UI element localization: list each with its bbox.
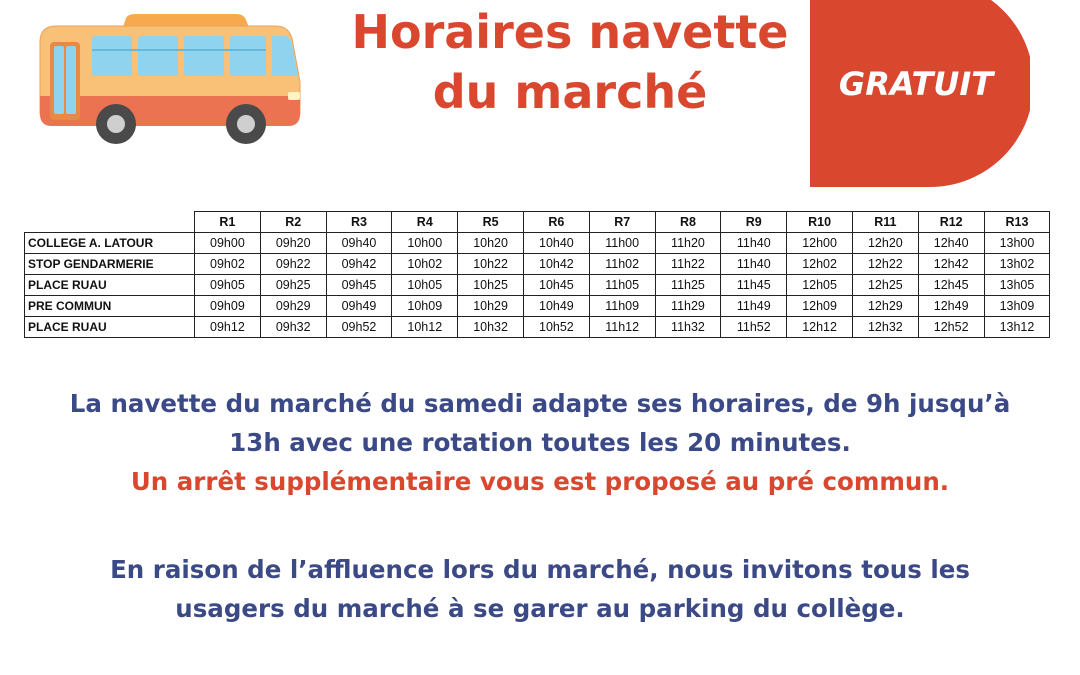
- departure-time: 11h20: [655, 233, 721, 254]
- departure-time: 09h05: [195, 275, 261, 296]
- departure-time: 10h25: [458, 275, 524, 296]
- departure-time: 09h25: [260, 275, 326, 296]
- departure-time: 11h29: [655, 296, 721, 317]
- departure-time: 11h12: [589, 317, 655, 338]
- departure-time: 12h05: [787, 275, 853, 296]
- departure-time: 11h45: [721, 275, 787, 296]
- departure-time: 11h00: [589, 233, 655, 254]
- departure-time: 10h52: [523, 317, 589, 338]
- departure-time: 12h12: [787, 317, 853, 338]
- table-row: [25, 275, 1050, 296]
- speech-bubble-icon: [810, 0, 1030, 190]
- departure-time: 11h25: [655, 275, 721, 296]
- column-header-r10: R10: [787, 212, 853, 233]
- column-header-r1: R1: [195, 212, 261, 233]
- departure-time: 10h32: [458, 317, 524, 338]
- info-paragraph-1: [0, 384, 1080, 501]
- departure-time: 09h22: [260, 254, 326, 275]
- departure-time: 10h00: [392, 233, 458, 254]
- table-row: [25, 317, 1050, 338]
- column-header-r13: R13: [984, 212, 1050, 233]
- departure-time: 09h29: [260, 296, 326, 317]
- departure-time: 11h02: [589, 254, 655, 275]
- departure-time: 09h32: [260, 317, 326, 338]
- page-title: [300, 2, 840, 122]
- departure-time: 12h32: [852, 317, 918, 338]
- stop-name: PLACE RUAU: [25, 317, 195, 338]
- stop-name: PLACE RUAU: [25, 275, 195, 296]
- schedule-table: [24, 211, 1050, 338]
- info-line-2: 13h avec une rotation toutes les 20 minutes.: [229, 428, 851, 457]
- table-body: [25, 233, 1050, 338]
- column-header-r11: R11: [852, 212, 918, 233]
- departure-time: 09h02: [195, 254, 261, 275]
- bus-icon: [36, 12, 304, 146]
- departure-time: 12h25: [852, 275, 918, 296]
- info-line-1: La navette du marché du samedi adapte ses horaires, de 9h jusqu’à: [69, 389, 1011, 418]
- departure-time: 12h40: [918, 233, 984, 254]
- departure-time: 12h00: [787, 233, 853, 254]
- table-row: [25, 296, 1050, 317]
- departure-time: 13h05: [984, 275, 1050, 296]
- title-line-1: Horaires navette: [351, 5, 789, 59]
- departure-time: 11h32: [655, 317, 721, 338]
- departure-time: 09h12: [195, 317, 261, 338]
- departure-time: 13h12: [984, 317, 1050, 338]
- title-line-2: du marché: [432, 65, 708, 119]
- departure-time: 10h02: [392, 254, 458, 275]
- departure-time: 09h42: [326, 254, 392, 275]
- info-line-4: En raison de l’affluence lors du marché, nous invitons tous les: [110, 555, 970, 584]
- departure-time: 11h52: [721, 317, 787, 338]
- departure-time: 11h09: [589, 296, 655, 317]
- departure-time: 10h22: [458, 254, 524, 275]
- departure-time: 13h00: [984, 233, 1050, 254]
- departure-time: 10h42: [523, 254, 589, 275]
- departure-time: 11h40: [721, 233, 787, 254]
- departure-time: 10h20: [458, 233, 524, 254]
- departure-time: 10h09: [392, 296, 458, 317]
- free-badge-label: GRATUIT: [838, 65, 994, 103]
- table-row: [25, 254, 1050, 275]
- table-row: [25, 233, 1050, 254]
- departure-time: 10h05: [392, 275, 458, 296]
- departure-time: 10h45: [523, 275, 589, 296]
- departure-time: 12h29: [852, 296, 918, 317]
- departure-time: 09h52: [326, 317, 392, 338]
- departure-time: 09h20: [260, 233, 326, 254]
- departure-time: 09h49: [326, 296, 392, 317]
- table-header-row: [25, 212, 1050, 233]
- departure-time: 12h20: [852, 233, 918, 254]
- departure-time: 12h42: [918, 254, 984, 275]
- departure-time: 10h49: [523, 296, 589, 317]
- column-header-r7: R7: [589, 212, 655, 233]
- column-header-r6: R6: [523, 212, 589, 233]
- schedule-table-container: [24, 211, 1050, 338]
- departure-time: 13h09: [984, 296, 1050, 317]
- stop-name: PRE COMMUN: [25, 296, 195, 317]
- departure-time: 12h09: [787, 296, 853, 317]
- stop-name: COLLEGE A. LATOUR: [25, 233, 195, 254]
- departure-time: 11h49: [721, 296, 787, 317]
- departure-time: 10h12: [392, 317, 458, 338]
- column-header-r4: R4: [392, 212, 458, 233]
- departure-time: 12h22: [852, 254, 918, 275]
- column-header-r3: R3: [326, 212, 392, 233]
- departure-time: 10h40: [523, 233, 589, 254]
- column-header-r8: R8: [655, 212, 721, 233]
- info-paragraph-2: [0, 550, 1080, 628]
- departure-time: 11h40: [721, 254, 787, 275]
- departure-time: 12h02: [787, 254, 853, 275]
- departure-time: 09h00: [195, 233, 261, 254]
- column-header-r12: R12: [918, 212, 984, 233]
- departure-time: 11h05: [589, 275, 655, 296]
- departure-time: 09h40: [326, 233, 392, 254]
- departure-time: 13h02: [984, 254, 1050, 275]
- departure-time: 12h49: [918, 296, 984, 317]
- departure-time: 09h09: [195, 296, 261, 317]
- table-corner: [25, 212, 195, 233]
- column-header-r5: R5: [458, 212, 524, 233]
- stop-name: STOP GENDARMERIE: [25, 254, 195, 275]
- departure-time: 09h45: [326, 275, 392, 296]
- departure-time: 10h29: [458, 296, 524, 317]
- info-line-5: usagers du marché à se garer au parking du collège.: [175, 594, 905, 623]
- column-header-r9: R9: [721, 212, 787, 233]
- column-header-r2: R2: [260, 212, 326, 233]
- info-line-3: Un arrêt supplémentaire vous est proposé au pré commun.: [130, 467, 950, 496]
- departure-time: 12h45: [918, 275, 984, 296]
- departure-time: 11h22: [655, 254, 721, 275]
- departure-time: 12h52: [918, 317, 984, 338]
